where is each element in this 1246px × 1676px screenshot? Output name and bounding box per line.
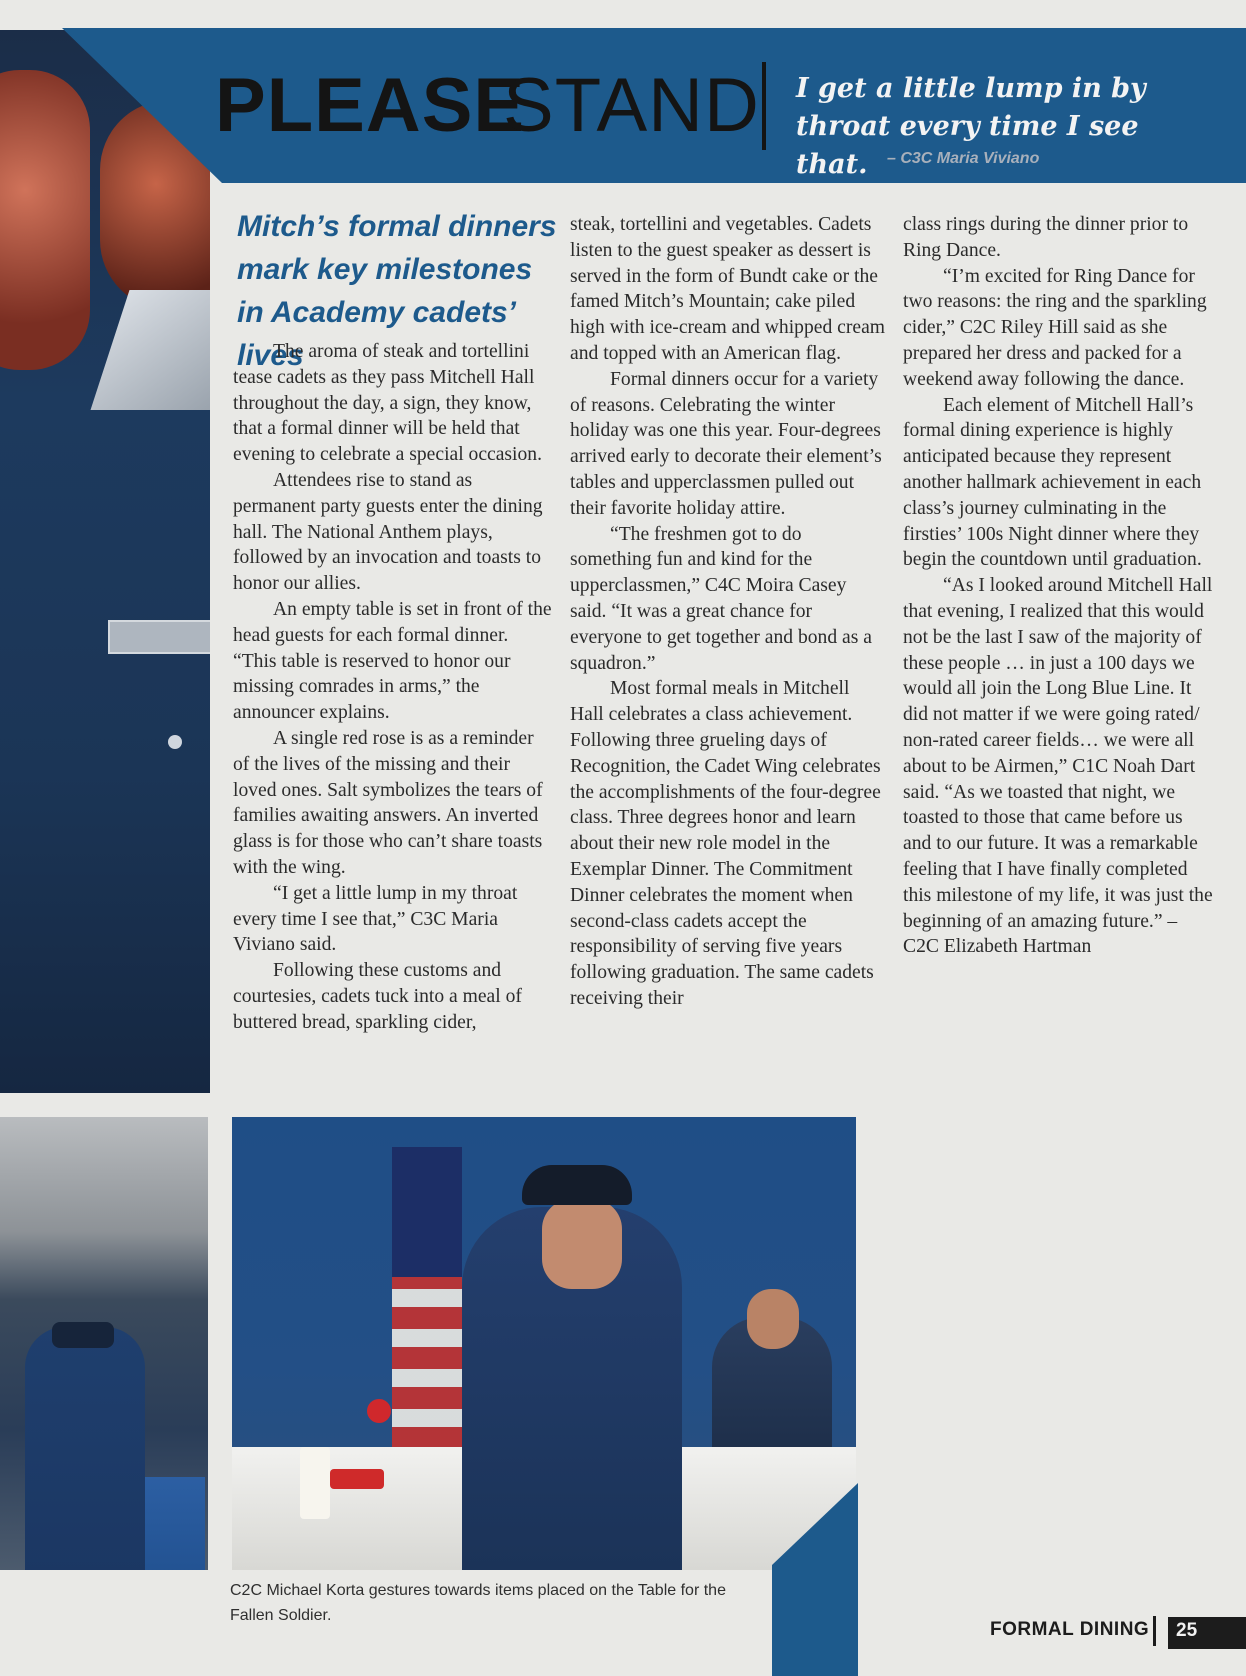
paragraph: “I get a little lump in my throat every time I see that,” C3C Maria Viviano said. [233, 882, 518, 956]
paragraph: Formal dinners occur for a variety of reasons. Celebrating the winter holiday was one this year. Four-degrees arrived early to decorate their element’s tables and upperclassmen pulled out their favorite holiday attire. [570, 368, 882, 519]
dining-hall-photo [0, 1117, 208, 1639]
article-column-1 [233, 339, 553, 1036]
paragraph: The aroma of steak and tortellini tease cadets as they pass Mitchell Hall throughout the day, a sign, they know, that a formal dinner will be held that evening to celebrate a special occasion. [233, 341, 542, 466]
folio-divider [1153, 1616, 1156, 1646]
paragraph: Following these customs and courtesies, cadets tuck into a meal of buttered bread, sparkling cider, [233, 960, 522, 1033]
paragraph: Each element of Mitchell Hall’s formal dining experience is highly anticipated because they represent another hallmark achievement in each class’s journey culminating in the firsties’ 100s Night dinner where they begin the countdown until graduation. [903, 394, 1202, 571]
page-title-bold: PLEASE [215, 63, 526, 148]
article-column-2 [570, 212, 885, 1012]
paragraph: Attendees rise to stand as permanent party guests enter the dining hall. The National Anthem plays, followed by an invocation and toasts to honor our allies. [233, 469, 543, 595]
pull-quote: I get a little lump in by throat every time I see that. [796, 73, 1146, 180]
paragraph: Most formal meals in Mitchell Hall celebrates a class achievement. Following three grueling days of Recognition, the Cadet Wing celebrates the accomplishments of the four-degree class. Three degrees honor and learn about their new role model in the Exemplar Dinner. The Commitment Dinner celebrates the moment when second-class cadets accept the responsibility of serving five years following graduation. The same cadets receiving their [570, 678, 881, 1009]
paragraph: “I’m excited for Ring Dance for two reasons: the ring and the sparkling cider,” C2C Riley Hill said as she prepared her dress and packed for a weekend away following the dance. [903, 265, 1207, 390]
fallen-soldier-table-photo [232, 1117, 856, 1570]
article-column-3 [903, 212, 1213, 960]
paragraph: class rings during the dinner prior to Ring Dance. [903, 214, 1189, 261]
paragraph: “The freshmen got to do something fun and kind for the upperclassmen,” C4C Moira Casey said. “It was a great chance for everyone to get together and bond as a squadron.” [570, 523, 872, 674]
photo-caption: C2C Michael Korta gestures towards items placed on the Table for the Fallen Soldier. [230, 1582, 726, 1624]
page-number: 25 [1176, 1620, 1198, 1641]
article-headline: Mitch’s formal dinners mark key milestones in Academy cadets’ lives [237, 210, 557, 372]
paragraph: A single red rose is as a reminder of the lives of the missing and their loved ones. Salt symbolizes the tears of families awaiting answers. An inverted glass is for those who can’t share toasts with the wing. [233, 727, 543, 878]
title-divider [762, 62, 766, 150]
left-portrait-photo [0, 30, 210, 1093]
paragraph: An empty table is set in front of the head guests for each formal dinner. “This table is reserved to honor our missing comrades in arms,” the announcer explains. [233, 598, 552, 724]
paragraph: steak, tortellini and vegetables. Cadets listen to the guest speaker as dessert is served in the form of Bundt cake or the famed Mitch’s Mountain; cake piled high with ice-cream and whipped cream and topped with an American flag. [570, 214, 886, 364]
paragraph: “As I looked around Mitchell Hall that evening, I realized that this would not be the last I saw of the majority of these people … in just a 100 days we would all join the Long Blue Line. It did not matter if we were going rated/ non-rated career fields… we were all about to be Airmen,” C1C Noah Dart said. “As we toasted that night, we toasted to those that came before us and to our future. It was a remarkable feeling that I have finally completed this milestone of my life, it was just the beginning of an amazing future.” – C2C Elizabeth Hartman [903, 575, 1213, 958]
pull-quote-attribution: – C3C Maria Viviano [887, 150, 1040, 167]
page-title-light: STAND [503, 63, 760, 148]
section-label: FORMAL DINING [990, 1619, 1150, 1640]
